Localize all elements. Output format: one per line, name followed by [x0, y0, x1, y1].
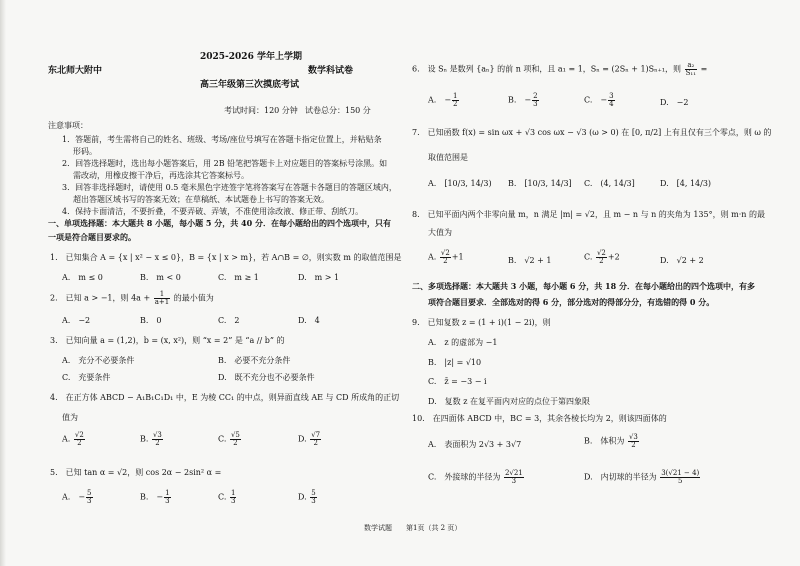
q6-stem: 6. 设 Sₙ 是数列 {aₙ} 的前 n 项和，且 a₁ = 1，Sₙ = (2Sₙ + 1)Sₙ₊₁，则 $\frac{\text{a₂}}{\text{S₁₁}}$ = — [412, 61, 708, 77]
q3-option-a: A. 充分不必要条件 — [62, 356, 135, 365]
notice-title: 注意事项： — [48, 121, 88, 130]
q5-option-c: C. $\frac{1}{3}$ — [218, 489, 236, 505]
notice-line: 3．回答非选择题时，请使用 0.5 毫米黑色字迹签字笔将答案写在答题卡各题目的答题区域内， — [62, 183, 397, 192]
q3-option-c: C. 充要条件 — [62, 373, 111, 382]
exam-title: 高三年级第三次摸底考试 — [200, 80, 300, 90]
section1-heading: 一、单项选择题：本大题共 8 小题，每小题 5 分，共 40 分．在每小题给出的四个选项中，只有 — [48, 218, 391, 228]
q6-option-a: A. − $\frac{1}{2}$ — [428, 92, 458, 108]
q5-option-d: D. $\frac{5}{3}$ — [298, 489, 316, 505]
q5-option-a: A. − $\frac{5}{3}$ — [62, 489, 92, 505]
q1-option-d: D. m > 1 — [298, 273, 340, 282]
notice-line: 需改动，用橡皮擦干净后，再选涂其它答案标号。 — [73, 171, 249, 180]
q10-option-c: C. 外接球的半径为 $\frac{2√21}{3}$ — [428, 469, 523, 485]
q5-option-b: B. − $\frac{1}{3}$ — [140, 489, 170, 505]
notice-line: 1．答题前，考生需将自己的姓名、班级、考场/座位号填写在答题卡指定位置上，并粘贴条 — [62, 135, 382, 144]
q3-option-d: D. 既不充分也不必要条件 — [218, 373, 315, 382]
q10-stem: 10. 在四面体 ABCD 中，BC = 3，其余各棱长均为 2，则该四面体的 — [412, 414, 667, 423]
q9-option-d: D. 复数 z 在复平面内对应的点位于第四象限 — [428, 397, 590, 406]
q7-option-c: C. (4, 14/3] — [584, 179, 635, 188]
q4-option-a: A. $\frac{√2}{2}$ — [62, 431, 84, 447]
exam-time: 考试时间：120 分钟 — [224, 106, 298, 115]
school-name: 东北师大附中 — [48, 66, 103, 76]
q4-option-d: D. $\frac{√7}{2}$ — [298, 431, 321, 447]
q3-stem: 3. 已知向量 a = (1,2)，b = (x, x²)，则 “x = 2” 是 “a // b” 的 — [50, 336, 285, 345]
page-edge-shadow — [0, 0, 6, 566]
q9-option-b: B. |z| = √10 — [428, 358, 482, 367]
q4-stem-cont: 值为 — [62, 413, 78, 422]
q2-option-b: B. 0 — [140, 316, 162, 325]
school-term: 2025-2026 学年上学期 — [200, 52, 302, 62]
q9-stem: 9. 已知复数 z = (1 + i)(1 − 2i)，则 — [412, 318, 551, 327]
q10-option-a: A. 表面积为 2√3 + 3√7 — [428, 440, 522, 449]
q10-option-b: B. 体积为 $\frac{√3}{2}$ — [584, 433, 638, 449]
q9-option-a: A. z 的虚部为 −1 — [428, 338, 498, 347]
q9-option-c: C. z̄ = −3 − i — [428, 377, 487, 386]
q4-stem: 4. 在正方体 ABCD − A₁B₁C₁D₁ 中，E 为棱 CC₁ 的中点，则异面直线 AE 与 CD 所成角的正切 — [50, 393, 400, 402]
q2-option-d: D. 4 — [298, 316, 320, 325]
section2-heading-cont: 项符合题目要求．全部选对的得 6 分，部分选对的得部分分，有选错的得 0 分。 — [428, 297, 715, 307]
subject-title: 数学科试卷 — [308, 66, 354, 76]
notice-line: 4．保持卡面清洁，不要折叠，不要弄破、弄皱，不准使用涂改液、修正带、刮纸刀。 — [62, 207, 364, 216]
q6-option-b: B. − $\frac{2}{3}$ — [508, 92, 538, 108]
q7-option-a: A. [10/3, 14/3) — [428, 179, 492, 188]
q8-stem-cont: 大值为 — [428, 228, 452, 237]
q2-fraction: $\frac{1}{a+1}$ — [154, 290, 170, 306]
q5-stem: 5. 已知 tan α = √2，则 cos 2α − 2sin² α = — [50, 468, 222, 477]
notice-line: 超出答题区域书写的答案无效；在草稿纸、本试题卷上书写的答案无效。 — [73, 195, 329, 204]
q1-option-a: A. m ≤ 0 — [62, 273, 103, 282]
notice-line: 2．回答选择题时，选出每小题答案后，用 2B 铅笔把答题卡上对应题目的答案标号涂黑。如 — [62, 159, 388, 168]
q10-option-d: D. 内切球的半径为 $\frac{3(√21 - 4)}{5}$ — [584, 469, 700, 485]
page-footer: 数学试题 第1页（共 2 页） — [364, 524, 462, 532]
q4-option-c: C. $\frac{√5}{2}$ — [218, 431, 240, 447]
q4-option-b: B. $\frac{√3}{2}$ — [140, 431, 162, 447]
section1-heading-cont: 一项是符合题目要求的。 — [48, 232, 136, 242]
q6-option-c: C. − $\frac{3}{4}$ — [584, 92, 614, 108]
q8-option-c: C. $\frac{√2}{2}$ +2 — [584, 249, 620, 265]
q7-stem: 7. 已知函数 f(x) = sin ωx + √3 cos ωx − √3 (ω > 0) 在 [0, π/2] 上有且仅有三个零点，则 ω 的 — [412, 128, 772, 137]
exam-total-score: 试卷总分：150 分 — [305, 106, 371, 115]
q2-stem — [50, 291, 214, 306]
notice-line: 形码。 — [73, 147, 97, 156]
q1-option-c: C. m ≥ 1 — [218, 273, 259, 282]
q8-option-d: D. √2 + 2 — [660, 256, 704, 265]
q8-stem: 8. 已知平面内两个非零向量 m，n 满足 |m| = √2，且 m − n 与 n 的夹角为 135°，则 m·n 的最 — [412, 210, 765, 219]
q2-option-c: C. 2 — [218, 316, 240, 325]
q2-stem-post: 的最小值为 — [173, 293, 214, 303]
q7-option-d: D. [4, 14/3) — [660, 179, 712, 188]
q2-option-a: A. −2 — [62, 316, 91, 325]
q3-option-b: B. 必要不充分条件 — [218, 356, 291, 365]
section2-heading: 二、多项选择题：本大题共 3 小题，每小题 6 分，共 18 分．在每小题给出的四个选项中，有多 — [412, 281, 755, 291]
q8-option-b: B. √2 + 1 — [508, 256, 552, 265]
q1-option-b: B. m < 0 — [140, 273, 181, 282]
q8-option-a: A. $\frac{√2}{2}$ +1 — [428, 249, 464, 265]
q2-stem-pre: 2. 已知 a > −1，则 4a + — [50, 293, 151, 303]
q7-stem-cont: 取值范围是 — [428, 153, 468, 162]
q6-option-d: D. −2 — [660, 98, 689, 107]
q1-stem: 1. 已知集合 A = {x | x² − x ≤ 0}，B = {x | x > m}，若 A∩B = ∅，则实数 m 的取值范围是 — [50, 253, 402, 262]
q7-option-b: B. [10/3, 14/3] — [508, 179, 572, 188]
